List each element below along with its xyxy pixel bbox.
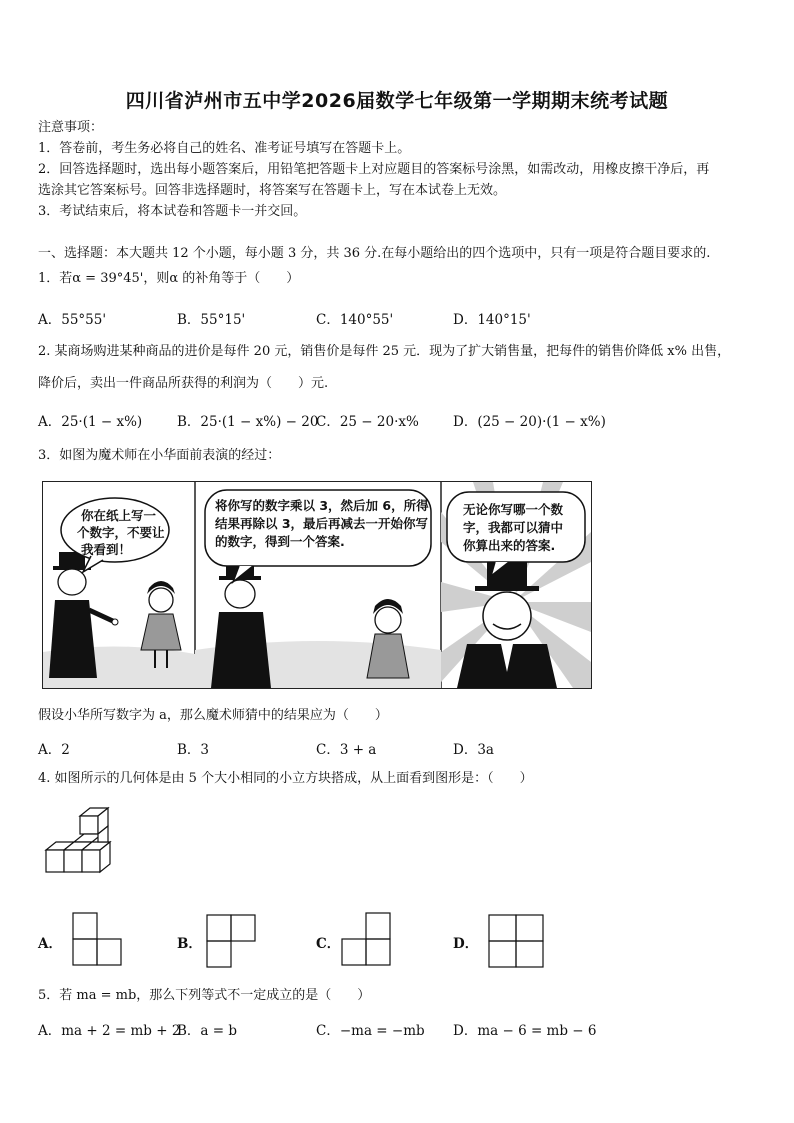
notice-item: 选涂其它答案标号。回答非选择题时，将答案写在答题卡上，写在本试卷上无效。 [38, 183, 507, 198]
notice-item: 1．答卷前，考生务必将自己的姓名、准考证号填写在答题卡上。 [38, 141, 411, 156]
q1-option-b: B．55°15' [177, 312, 246, 328]
notice-heading: 注意事项： [38, 120, 104, 135]
bubble-1-line: 你在纸上写一 [81, 508, 157, 523]
question-2-stem-cont: 降价后，卖出一件商品所获得的利润为（ ）元. [38, 376, 329, 391]
q2-option-a: A．25·(1 − x%) [38, 414, 143, 430]
bubble-1-line: 我看到！ [81, 542, 132, 557]
q1-option-d: D．140°15' [453, 312, 531, 328]
cube-figure [40, 806, 116, 882]
bubble-3-line: 无论你写哪一个数 [463, 502, 564, 517]
notice-item: 3．考试结束后，将本试卷和答题卡一并交回。 [38, 204, 307, 219]
q5-option-b: B．a = b [177, 1023, 238, 1039]
q4-label-c: C． [316, 936, 341, 952]
q2-option-d: D．(25 − 20)·(1 − x%) [453, 414, 606, 430]
q4-option-b-figure [206, 914, 256, 968]
q3-option-a: A．2 [38, 742, 70, 758]
bubble-2-line: 结果再除以 3，最后再减去一开始你写 [215, 516, 429, 531]
bubble-2-line: 将你写的数字乘以 3，然后加 6，所得 [215, 498, 429, 513]
question-1-stem: 1．若α = 39°45'，则α 的补角等于（ ） [38, 271, 300, 286]
comic-illustration [43, 482, 591, 688]
question-4-stem: 4. 如图所示的几何体是由 5 个大小相同的小立方块搭成，从上面看到图形是：（ ） [38, 771, 533, 786]
q4-label-b: B． [177, 936, 202, 952]
page-title: 四川省泸州市五中学2026届数学七年级第一学期期末统考试题 [125, 90, 669, 112]
q3-option-d: D．3a [453, 742, 494, 758]
bubble-2-line: 的数字，得到一个答案. [215, 534, 345, 549]
q4-label-d: D． [453, 936, 479, 952]
q1-option-a: A．55°55' [38, 312, 107, 328]
q4-label-a: A． [38, 936, 62, 952]
bubble-3-line: 字，我都可以猜中 [463, 520, 564, 535]
q3-option-c: C．3 + a [316, 742, 377, 758]
notice-item: 2．回答选择题时，选出每小题答案后，用铅笔把答题卡上对应题目的答案标号涂黑，如需改动，用橡皮擦干净后，再 [38, 162, 710, 177]
q5-option-a: A．ma + 2 = mb + 2 [38, 1023, 181, 1039]
q4-option-d-figure [488, 914, 544, 968]
question-3-stem: 3．如图为魔术师在小华面前表演的经过： [38, 448, 281, 463]
q2-option-b: B．25·(1 − x%) − 20 [177, 414, 319, 430]
bubble-3-line: 你算出来的答案. [463, 538, 556, 553]
q1-option-c: C．140°55' [316, 312, 394, 328]
q5-option-d: D．ma − 6 = mb − 6 [453, 1023, 597, 1039]
q4-option-a-figure [72, 912, 122, 966]
question-5-stem: 5．若 ma = mb，那么下列等式不一定成立的是（ ） [38, 988, 371, 1003]
question-2-stem: 2. 某商场购进某种商品的进价是每件 20 元，销售价是每件 25 元．现为了扩大销售量，把每件的销售价降低 x% 出售， [38, 344, 731, 359]
q5-option-c: C．−ma = −mb [316, 1023, 425, 1039]
section-heading: 一、选择题：本大题共 12 个小题，每小题 3 分，共 36 分.在每小题给出的四个选项中，只有一项是符合题目要求的. [38, 246, 711, 261]
bubble-1-line: 个数字，不要让 [77, 525, 165, 540]
question-3-stem-cont: 假设小华所写数字为 a，那么魔术师猜中的结果应为（ ） [38, 708, 388, 723]
q4-option-c-figure [341, 912, 391, 966]
q2-option-c: C．25 − 20·x% [316, 414, 419, 430]
q3-option-b: B．3 [177, 742, 210, 758]
magician-comic [42, 481, 592, 689]
